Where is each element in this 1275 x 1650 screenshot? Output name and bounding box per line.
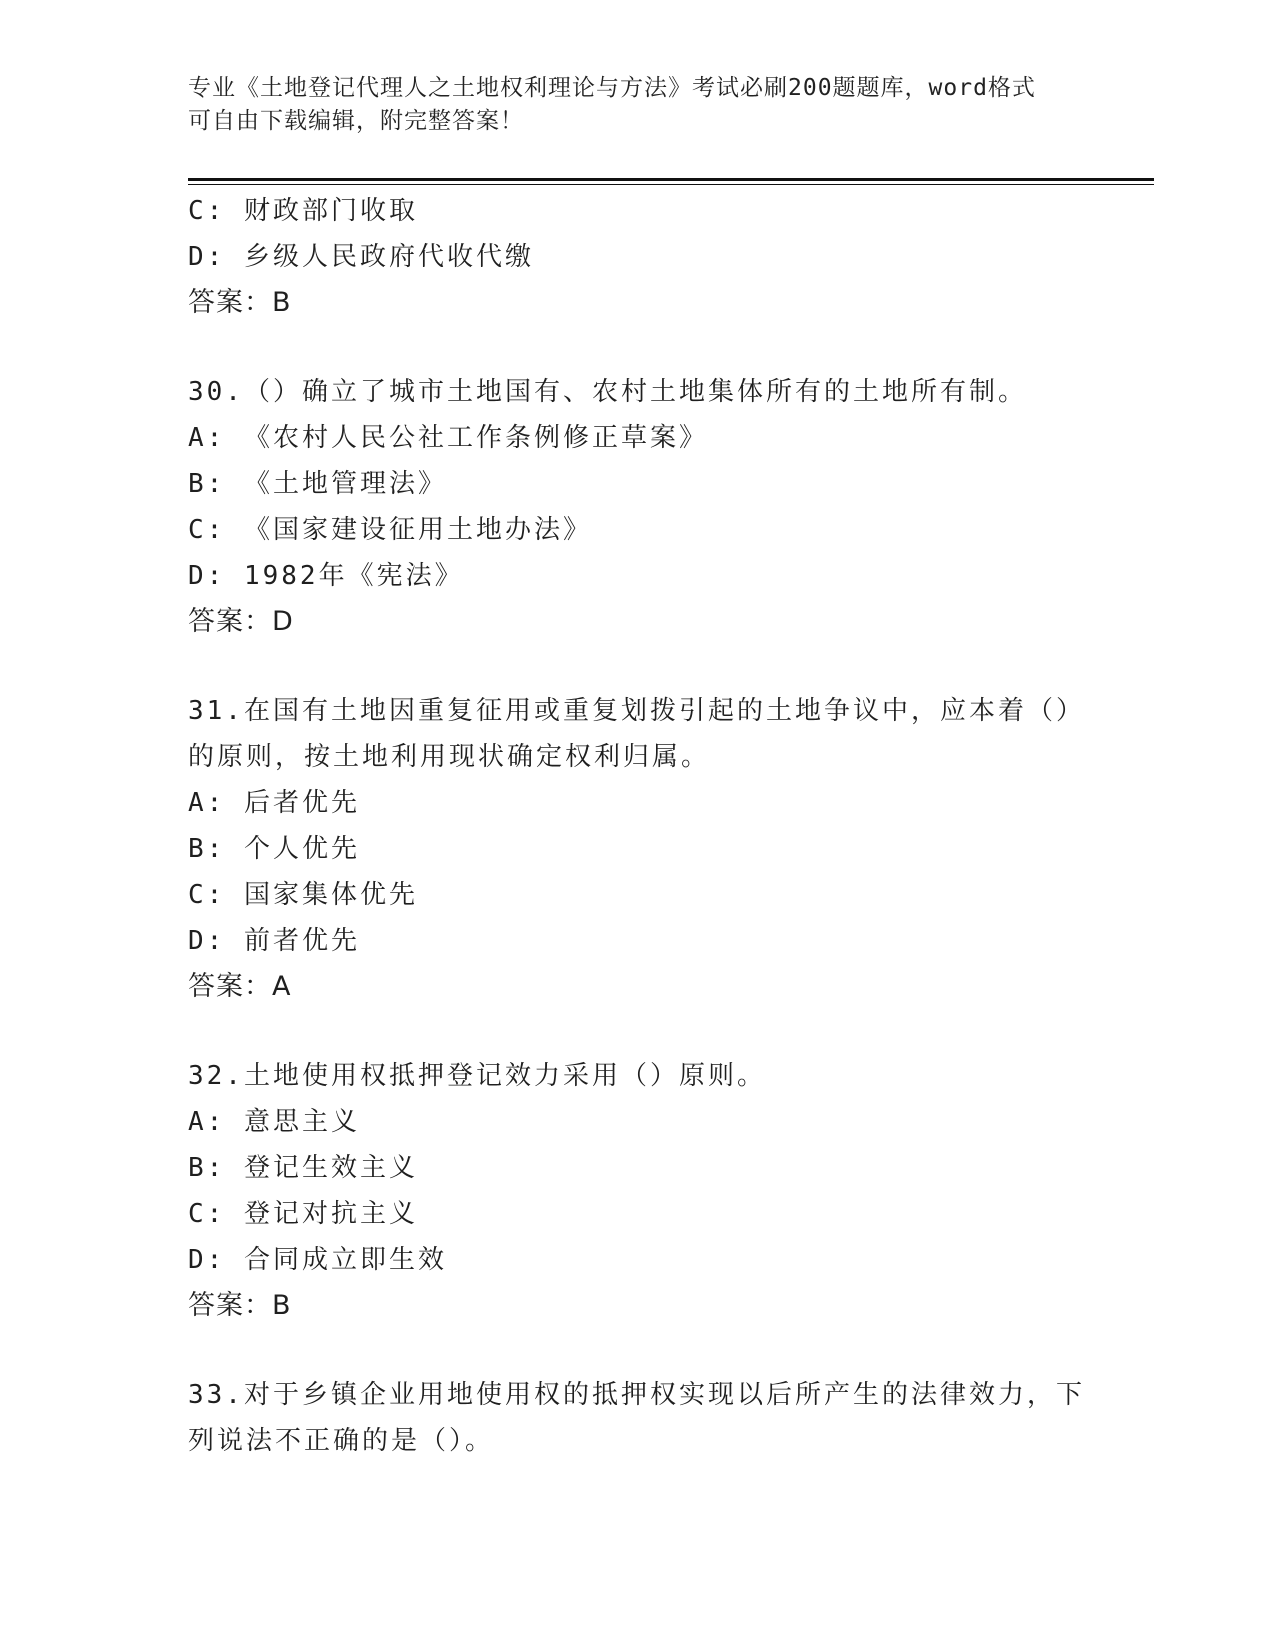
header-rule-thin: [188, 184, 1154, 185]
question-30: [188, 369, 1088, 645]
answer: 答案：B: [188, 287, 292, 318]
question-stem-line-2: 的原则，按土地利用现状确定权利归属。: [188, 742, 711, 772]
header-rule-thick: [188, 178, 1154, 181]
option-d: D: 1982年《宪法》: [188, 561, 464, 591]
option-c: C: 财政部门收取: [188, 196, 418, 226]
option-b: B: 《土地管理法》: [188, 469, 447, 499]
option-d: D: 前者优先: [188, 926, 360, 956]
question-stem-line-2: 列说法不正确的是（）。: [188, 1426, 495, 1456]
option-d: D: 乡级人民政府代收代缴: [188, 242, 534, 272]
option-c: C: 国家集体优先: [188, 880, 418, 910]
option-a: A: 《农村人民公社工作条例修正草案》: [188, 423, 708, 453]
question-stem-line-1: 33.对于乡镇企业用地使用权的抵押权实现以后所产生的法律效力，下: [188, 1380, 1085, 1410]
question-33: [188, 1372, 1088, 1464]
option-c: C: 登记对抗主义: [188, 1199, 418, 1229]
question-list: [188, 188, 1088, 1464]
document-header: [188, 72, 1068, 138]
option-c: C: 《国家建设征用土地办法》: [188, 515, 592, 545]
question-stem: 32.土地使用权抵押登记效力采用（）原则。: [188, 1061, 766, 1091]
header-line-1: 专业《土地登记代理人之土地权利理论与方法》考试必刷200题题库，word格式: [188, 75, 1036, 101]
question-31: [188, 688, 1088, 1010]
question-32: [188, 1053, 1088, 1329]
header-line-2: 可自由下载编辑，附完整答案！: [188, 108, 524, 134]
question-stem: 30.（）确立了城市土地国有、农村土地集体所有的土地所有制。: [188, 377, 1027, 407]
answer: 答案：B: [188, 1290, 292, 1321]
option-b: B: 个人优先: [188, 834, 360, 864]
option-a: A: 意思主义: [188, 1107, 360, 1137]
question-stem-line-1: 31.在国有土地因重复征用或重复划拨引起的土地争议中，应本着（）: [188, 696, 1085, 726]
answer: 答案：A: [188, 971, 292, 1002]
option-b: B: 登记生效主义: [188, 1153, 418, 1183]
option-d: D: 合同成立即生效: [188, 1245, 447, 1275]
question-29-tail: [188, 188, 1088, 326]
option-a: A: 后者优先: [188, 788, 360, 818]
answer: 答案：D: [188, 606, 294, 637]
